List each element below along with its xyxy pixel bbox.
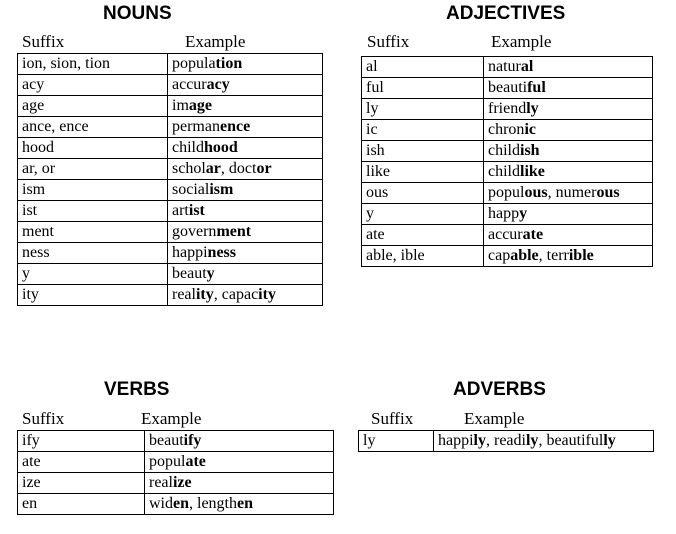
- example-cell: [145, 494, 334, 515]
- example-stem: happi: [438, 432, 474, 449]
- example-suffix-bold: acy: [206, 76, 230, 93]
- suffix-cell: like: [362, 162, 484, 183]
- table-row: [18, 138, 323, 159]
- example-suffix-bold: ous: [596, 184, 620, 201]
- adjectives-table: [361, 56, 653, 267]
- example-cell: [484, 120, 653, 141]
- example-stem: cap: [488, 247, 511, 264]
- example-stem: , doct: [220, 160, 257, 177]
- example-stem: real: [149, 474, 173, 491]
- example-suffix-bold: ic: [524, 121, 536, 138]
- example-suffix-bold: ize: [172, 474, 192, 491]
- example-suffix-bold: able: [510, 247, 539, 264]
- example-suffix-bold: ible: [568, 247, 594, 264]
- example-suffix-bold: hood: [204, 139, 238, 156]
- suffix-cell: hood: [18, 138, 168, 159]
- table-row: [362, 57, 653, 78]
- suffix-cell: ish: [362, 141, 484, 162]
- example-stem: natur: [488, 58, 521, 75]
- example-suffix-bold: ness: [207, 244, 236, 261]
- example-cell: [484, 162, 653, 183]
- example-suffix-bold: en: [173, 495, 189, 512]
- example-stem: govern: [172, 223, 217, 240]
- example-stem: art: [172, 202, 189, 219]
- example-suffix-bold: y: [519, 205, 528, 222]
- table-row: [18, 159, 323, 180]
- suffix-cell: age: [18, 96, 168, 117]
- suffix-cell: al: [362, 57, 484, 78]
- example-stem: popula: [172, 55, 216, 72]
- example-suffix-bold: ment: [216, 223, 252, 240]
- table-row: [18, 201, 323, 222]
- example-suffix-bold: tion: [215, 55, 243, 72]
- example-cell: [168, 54, 323, 75]
- table-row: [362, 120, 653, 141]
- example-stem: real: [172, 286, 196, 303]
- table-row: [362, 99, 653, 120]
- suffix-cell: ness: [18, 243, 168, 264]
- example-stem: social: [172, 181, 210, 198]
- table-row: [362, 78, 653, 99]
- suffix-cell: ize: [18, 473, 145, 494]
- example-suffix-bold: ful: [527, 79, 546, 96]
- suffix-cell: ate: [18, 452, 145, 473]
- example-stem: schol: [172, 160, 206, 177]
- table-row: [18, 54, 323, 75]
- example-cell: [168, 264, 323, 285]
- example-suffix-bold: ar: [205, 160, 221, 177]
- example-suffix-bold: ly: [473, 432, 486, 449]
- example-suffix-bold: y: [206, 265, 215, 282]
- suffix-cell: ity: [18, 285, 168, 306]
- example-stem: , beautiful: [538, 432, 604, 449]
- example-cell: [484, 246, 653, 267]
- example-suffix-bold: age: [188, 97, 212, 114]
- table-row: [18, 243, 323, 264]
- example-cell: [168, 180, 323, 201]
- table-row: [18, 494, 334, 515]
- adverbs-title: ADVERBS: [453, 379, 546, 400]
- table-row: [362, 225, 653, 246]
- example-cell: [145, 431, 334, 452]
- table-row: [362, 204, 653, 225]
- example-cell: [145, 452, 334, 473]
- table-row: [18, 285, 323, 306]
- example-suffix-bold: ity: [258, 286, 276, 303]
- suffix-cell: y: [18, 264, 168, 285]
- example-suffix-bold: ate: [522, 226, 544, 243]
- suffix-cell: ar, or: [18, 159, 168, 180]
- example-suffix-bold: ish: [520, 142, 540, 159]
- suffix-cell: ion, sion, tion: [18, 54, 168, 75]
- table-row: [359, 431, 654, 452]
- verbs-example-header: Example: [141, 409, 202, 428]
- example-stem: child: [488, 163, 520, 180]
- suffix-cell: able, ible: [362, 246, 484, 267]
- example-stem: , numer: [547, 184, 597, 201]
- example-suffix-bold: al: [520, 58, 534, 75]
- example-stem: , length: [189, 495, 237, 512]
- table-row: [362, 246, 653, 267]
- table-row: [18, 180, 323, 201]
- suffix-cell: ful: [362, 78, 484, 99]
- example-cell: [484, 141, 653, 162]
- example-cell: [484, 225, 653, 246]
- example-stem: happ: [488, 205, 520, 222]
- suffix-cell: ment: [18, 222, 168, 243]
- nouns-table: [17, 53, 323, 306]
- example-stem: child: [488, 142, 520, 159]
- example-suffix-bold: like: [520, 163, 545, 180]
- table-row: [18, 117, 323, 138]
- nouns-example-header: Example: [185, 32, 246, 51]
- example-suffix-bold: ly: [603, 432, 616, 449]
- suffix-cell: y: [362, 204, 484, 225]
- example-suffix-bold: or: [256, 160, 272, 177]
- example-stem: beaut: [172, 265, 207, 282]
- adjectives-suffix-header: Suffix: [367, 32, 410, 51]
- example-stem: perman: [172, 118, 220, 135]
- suffix-cell: acy: [18, 75, 168, 96]
- example-stem: , capac: [213, 286, 259, 303]
- suffix-cell: ic: [362, 120, 484, 141]
- example-suffix-bold: en: [237, 495, 253, 512]
- example-cell: [168, 96, 323, 117]
- suffix-cell: ous: [362, 183, 484, 204]
- example-stem: popul: [488, 184, 525, 201]
- suffix-cell: ance, ence: [18, 117, 168, 138]
- example-stem: popul: [149, 453, 186, 470]
- example-stem: happi: [172, 244, 208, 261]
- example-cell: [484, 204, 653, 225]
- example-stem: friend: [488, 100, 527, 117]
- example-stem: beaut: [149, 432, 184, 449]
- example-stem: chron: [488, 121, 525, 138]
- table-row: [18, 452, 334, 473]
- example-stem: , terr: [538, 247, 569, 264]
- adverbs-table: [358, 430, 654, 452]
- table-row: [18, 431, 334, 452]
- example-cell: [168, 117, 323, 138]
- verbs-suffix-header: Suffix: [22, 409, 65, 428]
- example-suffix-bold: ist: [188, 202, 205, 219]
- example-cell: [168, 75, 323, 96]
- example-suffix-bold: ify: [183, 432, 202, 449]
- suffix-cell: ly: [362, 99, 484, 120]
- example-suffix-bold: ity: [195, 286, 214, 303]
- adjectives-example-header: Example: [491, 32, 552, 51]
- example-cell: [168, 159, 323, 180]
- example-cell: [168, 138, 323, 159]
- example-cell: [168, 243, 323, 264]
- example-cell: [145, 473, 334, 494]
- suffix-cell: en: [18, 494, 145, 515]
- adverbs-example-header: Example: [464, 409, 525, 428]
- suffix-cell: ism: [18, 180, 168, 201]
- suffix-cell: ify: [18, 431, 145, 452]
- example-stem: beauti: [488, 79, 528, 96]
- suffix-cell: ly: [359, 431, 434, 452]
- example-cell: [434, 431, 654, 452]
- example-cell: [168, 201, 323, 222]
- nouns-title: NOUNS: [103, 3, 172, 24]
- suffix-cell: ist: [18, 201, 168, 222]
- example-stem: , readi: [486, 432, 526, 449]
- table-row: [362, 162, 653, 183]
- verbs-table: [17, 430, 334, 515]
- adjectives-title: ADJECTIVES: [446, 3, 566, 24]
- table-row: [18, 96, 323, 117]
- example-suffix-bold: ly: [525, 432, 539, 449]
- example-cell: [168, 222, 323, 243]
- example-stem: child: [172, 139, 204, 156]
- example-cell: [484, 57, 653, 78]
- example-suffix-bold: ate: [185, 453, 206, 470]
- table-row: [18, 75, 323, 96]
- table-row: [18, 222, 323, 243]
- table-row: [362, 183, 653, 204]
- example-stem: im: [172, 97, 189, 114]
- table-row: [18, 264, 323, 285]
- verbs-title: VERBS: [104, 379, 170, 400]
- example-cell: [484, 99, 653, 120]
- nouns-suffix-header: Suffix: [22, 32, 65, 51]
- example-stem: accur: [488, 226, 523, 243]
- example-stem: wid: [149, 495, 173, 512]
- example-suffix-bold: ly: [526, 100, 539, 117]
- suffix-cell: ate: [362, 225, 484, 246]
- example-stem: accur: [172, 76, 207, 93]
- example-cell: [484, 183, 653, 204]
- adverbs-suffix-header: Suffix: [371, 409, 414, 428]
- example-cell: [168, 285, 323, 306]
- example-cell: [484, 78, 653, 99]
- table-row: [362, 141, 653, 162]
- example-suffix-bold: ism: [209, 181, 234, 198]
- example-suffix-bold: ous: [524, 184, 548, 201]
- example-suffix-bold: ence: [219, 118, 251, 135]
- table-row: [18, 473, 334, 494]
